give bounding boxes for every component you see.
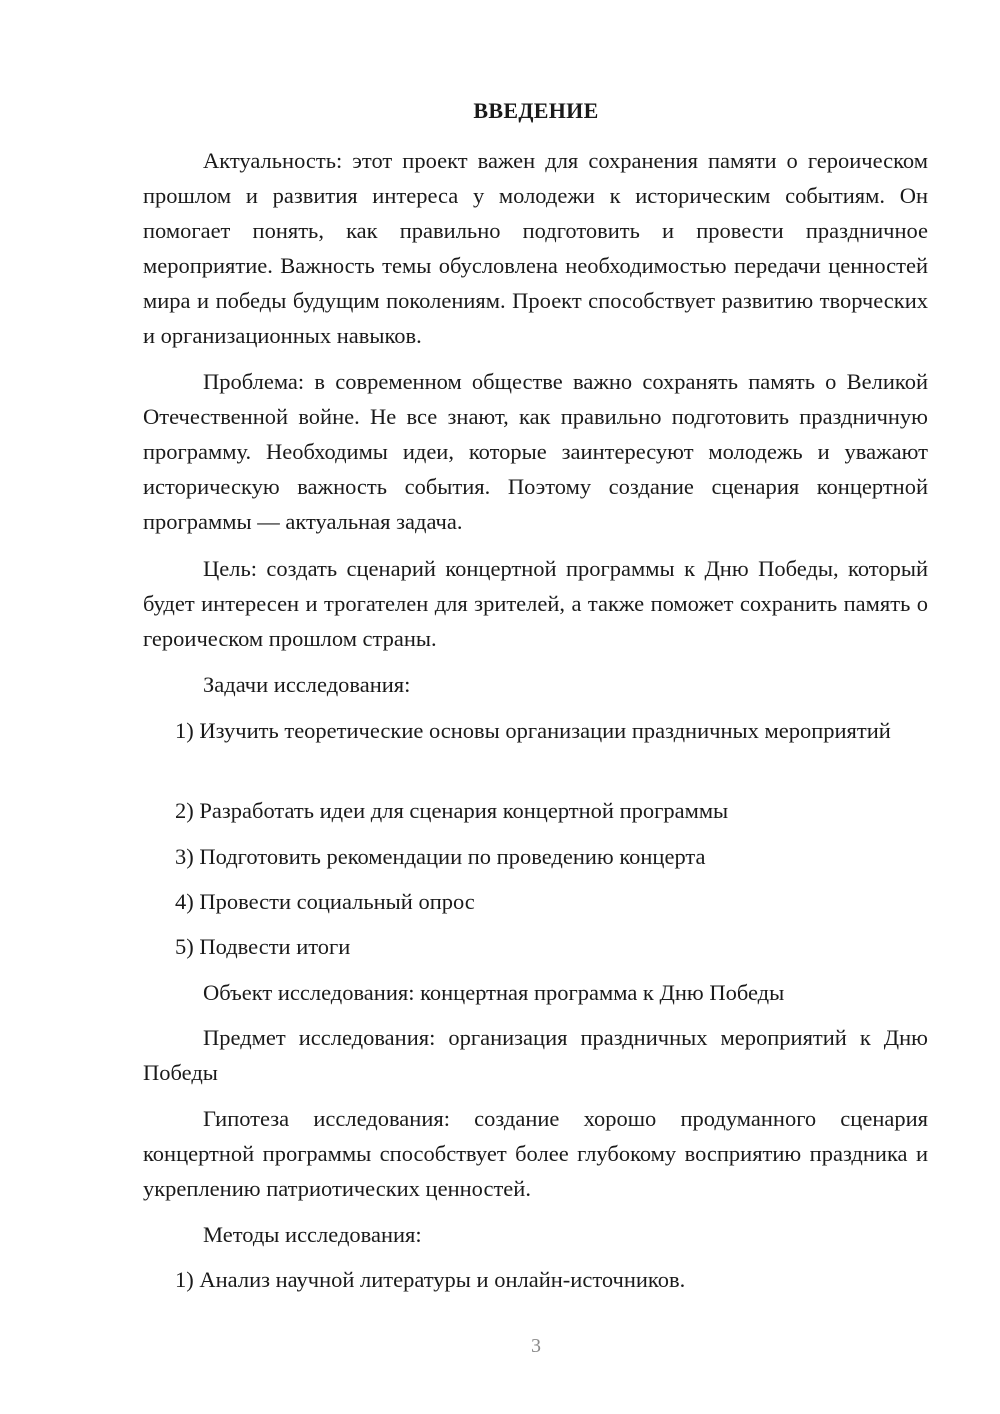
task-item-4: 4) Провести социальный опрос <box>175 889 475 914</box>
method-item-1: 1) Анализ научной литературы и онлайн-источников. <box>175 1267 686 1292</box>
problem-paragraph: Проблема: в современном обществе важно сохранять память о Великой Отечественной войне. Не все знают, как правильно подготовить праздничную программу. Необходимы идеи, которые заинтересуют молодежь и уважают историческую важность события. Поэтому создание сценария концертной программы — актуальная задача. <box>143 369 928 534</box>
page-number: 3 <box>531 1335 541 1357</box>
task-item-2: 2) Разработать идеи для сценария концертной программы <box>175 798 729 823</box>
task-item-5: 5) Подвести итоги <box>175 934 351 959</box>
hypothesis-paragraph: Гипотеза исследования: создание хорошо продуманного сценария концертной программы способствует более глубокому восприятию праздника и укреплению патриотических ценностей. <box>143 1106 928 1201</box>
task-item-3: 3) Подготовить рекомендации по проведению концерта <box>175 844 706 869</box>
relevance-paragraph: Актуальность: этот проект важен для сохранения памяти о героическом прошлом и развития интереса у молодежи к историческим событиям. Он помогает понять, как правильно подготовить и провести праздничное мероприятие. Важность темы обусловлена необходимостью передачи ценностей мира и победы будущим поколениям. Проект способствует развитию творческих и организационных навыков. <box>143 148 928 348</box>
section-title: ВВЕДЕНИЕ <box>473 98 599 123</box>
subject-paragraph: Предмет исследования: организация праздничных мероприятий к Дню Победы <box>143 1025 928 1085</box>
methods-heading: Методы исследования: <box>203 1222 422 1247</box>
tasks-heading: Задачи исследования: <box>203 672 411 697</box>
task-item-1: 1) Изучить теоретические основы организации праздничных мероприятий <box>175 718 891 743</box>
goal-paragraph: Цель: создать сценарий концертной программы к Дню Победы, который будет интересен и трогателен для зрителей, а также поможет сохранить память о героическом прошлом страны. <box>143 556 928 651</box>
object-paragraph: Объект исследования: концертная программа к Дню Победы <box>203 980 785 1005</box>
